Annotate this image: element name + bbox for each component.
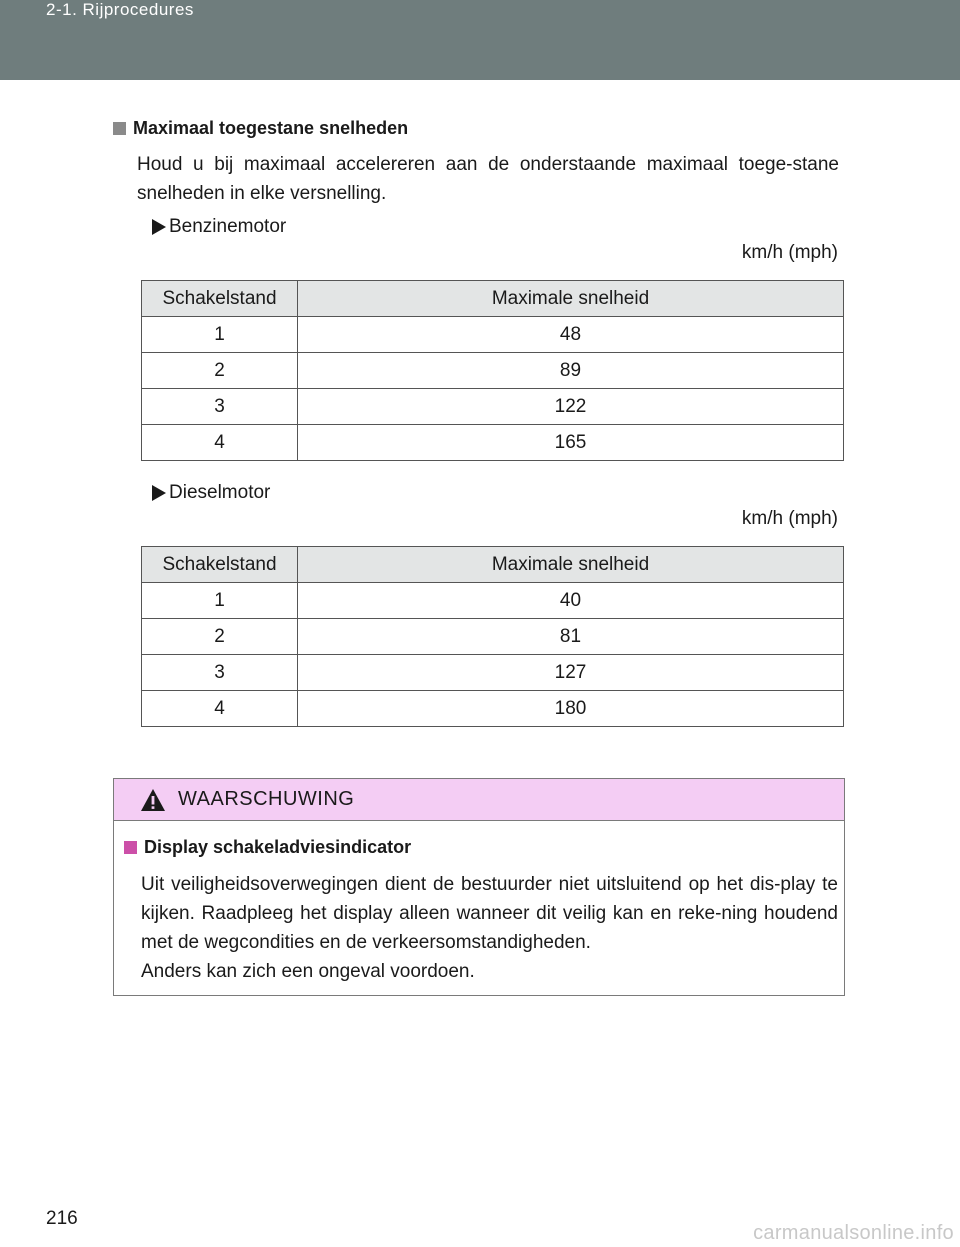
- table-1-unit: km/h (mph): [741, 242, 838, 263]
- speed-cell: 81: [298, 619, 844, 655]
- speed-cell: 127: [298, 655, 844, 691]
- table-2-label: [152, 482, 270, 504]
- table-2-unit: km/h (mph): [741, 508, 838, 529]
- triangle-bullet-icon: [152, 485, 166, 501]
- gear-cell: 2: [142, 353, 298, 389]
- speed-cell: 89: [298, 353, 844, 389]
- gear-cell: 3: [142, 655, 298, 691]
- speed-cell: 180: [298, 691, 844, 727]
- column-header: Maximale snelheid: [298, 281, 844, 317]
- warning-subheading: [124, 837, 411, 858]
- speed-cell: 122: [298, 389, 844, 425]
- warning-paragraph: Anders kan zich een ongeval voordoen.: [141, 961, 475, 982]
- table-1-label-text: Benzinemotor: [169, 216, 287, 237]
- section-heading: [113, 118, 408, 139]
- warning-body: [141, 870, 838, 986]
- speed-cell: 40: [298, 583, 844, 619]
- table-1-label: [152, 216, 286, 238]
- warning-paragraph: Uit veiligheidsoverwegingen dient de bestuurder niet uitsluitend op het dis-play te kijken. Raadpleeg het display alleen wanneer dit veilig kan en reke-ning houdend met de wegcondities en de verkeersomstandigheden.: [141, 874, 838, 953]
- section-heading-text: Maximaal toegestane snelheden: [133, 118, 409, 138]
- gear-cell: 2: [142, 619, 298, 655]
- warning-triangle-icon: [140, 788, 166, 812]
- table-row: [142, 583, 844, 619]
- gear-cell: 1: [142, 317, 298, 353]
- page-number: 216: [46, 1208, 78, 1229]
- table-header-row: [142, 547, 844, 583]
- warning-subheading-text: Display schakeladviesindicator: [144, 837, 412, 857]
- column-header: Maximale snelheid: [298, 547, 844, 583]
- table-row: [142, 389, 844, 425]
- table-row: [142, 619, 844, 655]
- warning-box: [113, 778, 845, 996]
- speed-cell: 48: [298, 317, 844, 353]
- warning-title: WAARSCHUWING: [178, 788, 355, 810]
- column-header: Schakelstand: [142, 547, 298, 583]
- page-header: [0, 0, 960, 80]
- speed-table-petrol: [141, 280, 844, 461]
- table-row: [142, 691, 844, 727]
- table-row: [142, 425, 844, 461]
- square-bullet-icon: [124, 841, 137, 854]
- table-row: [142, 655, 844, 691]
- square-bullet-icon: [113, 122, 126, 135]
- watermark: carmanualsonline.info: [753, 1222, 954, 1244]
- chapter-title: 2-1. Rijprocedures: [46, 0, 194, 19]
- gear-cell: 4: [142, 425, 298, 461]
- table-row: [142, 353, 844, 389]
- intro-paragraph: Houd u bij maximaal accelereren aan de onderstaande maximaal toege-stane snelheden in elke versnelling.: [137, 154, 839, 204]
- gear-cell: 1: [142, 583, 298, 619]
- table-header-row: [142, 281, 844, 317]
- column-header: Schakelstand: [142, 281, 298, 317]
- speed-cell: 165: [298, 425, 844, 461]
- gear-cell: 4: [142, 691, 298, 727]
- warning-header: [114, 779, 844, 821]
- speed-table-diesel: [141, 546, 844, 727]
- table-2-label-text: Dieselmotor: [169, 482, 271, 503]
- table-row: [142, 317, 844, 353]
- gear-cell: 3: [142, 389, 298, 425]
- triangle-bullet-icon: [152, 219, 166, 235]
